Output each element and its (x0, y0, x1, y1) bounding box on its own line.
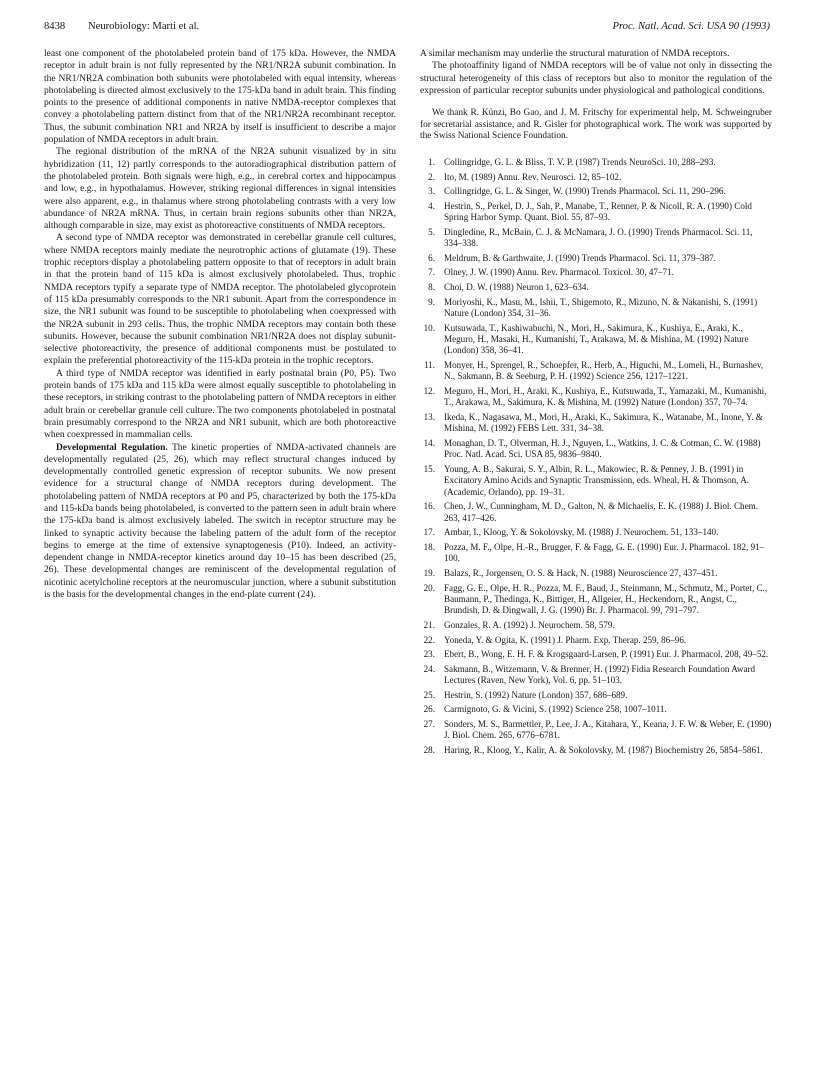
reference-number: 22. (423, 634, 435, 645)
body-paragraph: The regional distribution of the mRNA of the NR2A subunit visualized by in situ hybridization (11, 12) partly corresponds to the autoradiographical distribution pattern of the photolabeled protein. Both signals were high, e.g., in cerebral cortex and hippocampus and low, e.g., in hypothalamus. However, striking regional differences in signal intensities were also apparent, e.g., in thalamus where strong photolabeling contrasts with a very low abundance of NR2A mRNA. Thus, in certain brain regions subunits other than NR2A, although comparable in size, may exist as photoreactive constituents of NMDA receptors. (44, 147, 396, 232)
reference-item (420, 704, 772, 715)
reference-item (420, 172, 772, 183)
section-heading: Developmental Regulation. (56, 442, 168, 453)
reference-text: Fagg, G. E., Olpe, H. R., Pozza, M. F., Baud, J., Steinmann, M., Schmutz, M., Portet, C., Baumann, P., Thedinga, K., Bittiger, H., Allgeier, H., Heckendorn, R., Angst, C., Brundish, D. & Dingwall, J. G. (1990) Br. J. Pharmacol. 99, 791–797. (444, 582, 768, 616)
reference-item (420, 542, 772, 565)
page-number: 8438 (44, 21, 66, 32)
acknowledgment: We thank R. Künzi, Bo Gao, and J. M. Fritschy for experimental help, M. Schweingruber for secretarial assistance, and R. Gisler for photographical work. The work was supported by the Swiss National Science Foundation. (420, 108, 772, 142)
reference-number: 15. (423, 463, 435, 474)
reference-number: 7. (428, 267, 435, 278)
reference-text: Hestrin, S., Perkel, D. J., Sah, P., Manabe, T., Renner, P. & Nicoll, R. A. (1990) Cold Spring Harbor Symp. Quant. Biol. 55, 87–93. (444, 200, 752, 223)
reference-text: Gonzales, R. A. (1992) J. Neurochem. 58, 579. (444, 619, 615, 630)
reference-number: 18. (423, 541, 435, 552)
left-column (44, 48, 396, 1048)
reference-number: 10. (423, 322, 435, 333)
reference-text: Young, A. B., Sakurai, S. Y., Albin, R. L., Makowiec, R. & Penney, J. B. (1991) in Excitatory Amino Acids and Synaptic Transmission, eds. Wheal, H. & Thomson, A. (Academic, Orlando), pp. 19–31. (444, 463, 750, 497)
reference-number: 23. (423, 649, 435, 660)
reference-item (420, 297, 772, 320)
reference-number: 14. (423, 437, 435, 448)
reference-number: 28. (423, 744, 435, 755)
reference-item (420, 438, 772, 461)
developmental-regulation-paragraph (44, 442, 396, 602)
reference-item (420, 745, 772, 756)
section-author-line: Neurobiology: Marti et al. (88, 21, 200, 32)
reference-text: Meguro, H., Mori, H., Araki, K., Kushiya, E., Kutsuwada, T., Yamazaki, M., Kumanishi, T., Arakawa, M., Sakimura, K. & Mishina, M. (1992) Nature (London) 357, 70–74. (444, 385, 767, 408)
reference-item (420, 386, 772, 409)
reference-text: Moriyoshi, K., Masu, M., Ishii, T., Shigemoto, R., Mizuno, N. & Nakanishi, S. (1991) Nature (London) 354, 31–36. (444, 296, 758, 318)
reference-text: Haring, R., Kloog, Y., Kalir, A. & Sokolovsky, M. (1987) Biochemistry 26, 5854–5861. (444, 744, 763, 755)
reference-number: 3. (428, 186, 435, 197)
reference-number: 19. (423, 567, 435, 578)
reference-item (420, 186, 772, 197)
body-paragraph: least one component of the photolabeled protein band of 175 kDa. However, the NMDA receptor in adult brain is not fully represented by the NR1/NR2A subunit combination. In the NR1/NR2A combination both subunits were photolabeled with equal intensity, whereas photolabeling is directed almost exclusively to the 175-kDa band in adult brain. This finding points to the presence of additional components in native NMDA-receptor complexes that convey a photolabeling pattern distinct from that of the NR1/NR2A recombinant receptor. Thus, the subunit combination NR1 and NR2A by itself is insufficient to describe a major population of NMDA receptors in adult brain. (44, 49, 396, 146)
reference-number: 27. (423, 718, 435, 729)
reference-number: 25. (423, 689, 435, 700)
reference-text: Sakmann, B., Witzemann, V. & Brenner, H. (1992) Fidia Research Foundation Award Lectures (Raven, New York), Vol. 6, pp. 51–103. (444, 663, 756, 686)
reference-number: 26. (423, 704, 435, 715)
reference-number: 8. (428, 281, 435, 292)
reference-number: 2. (428, 171, 435, 182)
reference-number: 6. (428, 252, 435, 263)
reference-text: Monyer, H., Sprengel, R., Schoepfer, R., Herb, A., Higuchi, M., Lomeli, H., Burnashev, N., Sakmann, B. & Seeburg, P. H. (1992) Science 256, 1217–1221. (444, 359, 764, 382)
reference-item (420, 282, 772, 293)
reference-text: Balazs, R., Jorgensen, O. S. & Hack, N. (1988) Neuroscience 27, 437–451. (444, 567, 718, 578)
reference-item (420, 501, 772, 524)
reference-item (420, 719, 772, 742)
body-paragraph: A third type of NMDA receptor was identified in early postnatal brain (P0, P5). Two protein bands of 175 kDa and 115 kDa were almost equally susceptible to photolabeling in these receptors, in striking contrast to the photolabeling pattern of NMDA receptors in either adult brain or cerebellar granule cell culture. The two components photolabeled in postnatal brain presumably correspond to the NR2A and NR1 subunit, which are both photoreactive when coexpressed in mammalian cells. (44, 368, 396, 441)
reference-item (420, 635, 772, 646)
reference-item (420, 253, 772, 264)
reference-text: Yoneda, Y. & Ogita, K. (1991) J. Pharm. Exp. Therap. 259, 86–96. (444, 634, 687, 645)
reference-number: 21. (423, 619, 435, 630)
reference-text: Dingledine, R., McBain, C. J. & McNamara, J. O. (1990) Trends Pharmacol. Sci. 11, 334–338. (444, 226, 753, 249)
reference-item (420, 201, 772, 224)
reference-item (420, 583, 772, 617)
reference-item (420, 527, 772, 538)
reference-text: Ambar, I., Kloog, Y. & Sokolovsky, M. (1988) J. Neurochem. 51, 133–140. (444, 527, 719, 538)
reference-text: Collingridge, G. L. & Bliss, T. V. P. (1987) Trends NeuroSci. 10, 288–293. (444, 156, 716, 167)
reference-number: 4. (428, 200, 435, 211)
reference-text: Olney, J. W. (1990) Annu. Rev. Pharmacol. Toxicol. 30, 47–71. (444, 267, 674, 278)
reference-text: Kutsuwada, T., Kashiwabuchi, N., Mori, H., Sakimura, K., Kushiya, E., Araki, K., Meguro, H., Masaki, H., Kumanishi, T., Arakawa, M. & Mishina, M. (1992) Nature (London) 358, 36–41. (444, 322, 749, 356)
reference-item (420, 157, 772, 168)
reference-text: Sonders, M. S., Barmettler, P., Lee, J. A., Kitahara, Y., Keana, J. F. W. & Weber, E. (1990) J. Biol. Chem. 265, 6776–6781. (444, 718, 772, 741)
body-paragraph: A second type of NMDA receptor was demonstrated in cerebellar granule cell cultures, where NMDA receptors mainly mediate the neurotrophic actions of glutamate (19). These trophic receptors display a photolabeling pattern opposite to that of receptors in adult brain in that the protein band of 115 kDa is almost exclusively photolabeled. Thus, trophic NMDA receptors typify a separate type of NMDA receptor. The photolabeled glycoprotein of 115 kDa presumably corresponds to the NR1 subunit. Apart from the correspondence in size, the NR1 subunit was found to be susceptible to photolabeling when coexpressed with the NR2A subunit in 293 cells. Thus, the trophic NMDA receptors may contain both these subunits. However, because the subunit combination NR1/NR2A does not display subunit-selective photoreactivity, the presence of additional components must be postulated to explain the preferential photoreactivity of the 115-kDa protein in the trophic receptors. (44, 233, 396, 367)
reference-text: Carmignoto, G. & Vicini, S. (1992) Science 258, 1007–1011. (444, 704, 667, 715)
reference-number: 11. (423, 359, 435, 370)
reference-number: 1. (428, 156, 435, 167)
reference-number: 20. (423, 582, 435, 593)
reference-item (420, 464, 772, 498)
reference-item (420, 412, 772, 435)
reference-number: 16. (423, 501, 435, 512)
reference-item (420, 690, 772, 701)
reference-number: 17. (423, 527, 435, 538)
section-text: The kinetic properties of NMDA-activated channels are developmentally regulated (25, 26), which may reflect structural changes induced by developmentally controlled genetic expression of receptor subunits. We now present evidence for a structural change of NMDA receptors during development. The photolabeling pattern of NMDA receptors at P0 and P5, characterized by both the 175-kDa and 115-kDa bands being photolabeled, is converted to the pattern seen in adult brain where the 175-kDa band is almost exclusively labeled. The switch in receptor structure may be linked to synaptic activity because the labeling pattern of the adult form of the receptor begins to emerge at the time of extensive synaptogenesis (P10). Indeed, an activity-dependent change in NMDA-receptor kinetics around day 10–15 has been described (25, 26). These developmental changes are reminiscent of the developmental regulation of nicotinic acetylcholine receptors at the neuromuscular junction, where a subunit substitution is the basis for the developmental changes in the end-plate current (24). (44, 442, 396, 601)
reference-text: Meldrum, B. & Garthwaite, J. (1990) Trends Pharmacol. Sci. 11, 379–387. (444, 252, 716, 263)
reference-text: Choi, D. W. (1988) Neuron 1, 623–634. (444, 281, 589, 292)
reference-item (420, 323, 772, 357)
reference-text: Hestrin, S. (1992) Nature (London) 357, 686–689. (444, 689, 628, 700)
reference-number: 24. (423, 663, 435, 674)
reference-number: 5. (428, 226, 435, 237)
reference-item (420, 568, 772, 579)
reference-item (420, 267, 772, 278)
reference-text: Chen, J. W., Cunningham, M. D., Galton, N. & Michaelis, E. K. (1988) J. Biol. Chem. 263, 417–426. (444, 501, 758, 523)
reference-text: Ebert, B., Wong, E. H. F. & Krogsgaard-Larsen, P. (1991) Eur. J. Pharmacol. 208, 49–52. (444, 649, 769, 660)
reference-text: Ito, M. (1989) Annu. Rev. Neurosci. 12, 85–102. (444, 171, 622, 182)
reference-item (420, 620, 772, 631)
journal-citation: Proc. Natl. Acad. Sci. USA 90 (1993) (612, 21, 770, 32)
reference-list (420, 157, 772, 756)
body-paragraph: The photoaffinity ligand of NMDA receptors will be of value not only in dissecting the structural heterogeneity of this class of receptors but also to monitor the regulation of the expression of particular receptor subunits under physiological and pathological conditions. (420, 61, 772, 96)
reference-text: Ikeda, K., Nagasawa, M., Mori, H., Araki, K., Sakimura, K., Watanabe, M., Inone, Y. & Mishina, M. (1992) FEBS Lett. 331, 34–38. (444, 411, 763, 434)
right-column (420, 48, 772, 1048)
reference-number: 12. (423, 385, 435, 396)
reference-text: Collingridge, G. L. & Singer, W. (1990) Trends Pharmacol. Sci. 11, 290–296. (444, 186, 726, 197)
reference-item (420, 649, 772, 660)
reference-text: Pozza, M. F., Olpe, H.-R., Brugger, F. & Fagg, G. E. (1990) Eur. J. Pharmacol. 182, 91–100. (444, 541, 765, 564)
reference-item (420, 360, 772, 383)
reference-text: Monaghan, D. T., Olverman, H. J., Nguyen, L., Watkins, J. C. & Cotman, C. W. (1988) Proc. Natl. Acad. Sci. USA 85, 9836–9840. (444, 437, 761, 460)
running-header (44, 19, 770, 35)
reference-number: 13. (423, 411, 435, 422)
reference-item (420, 664, 772, 687)
reference-item (420, 227, 772, 250)
reference-number: 9. (428, 296, 435, 307)
body-paragraph: A similar mechanism may underlie the structural maturation of NMDA receptors. (420, 49, 730, 59)
